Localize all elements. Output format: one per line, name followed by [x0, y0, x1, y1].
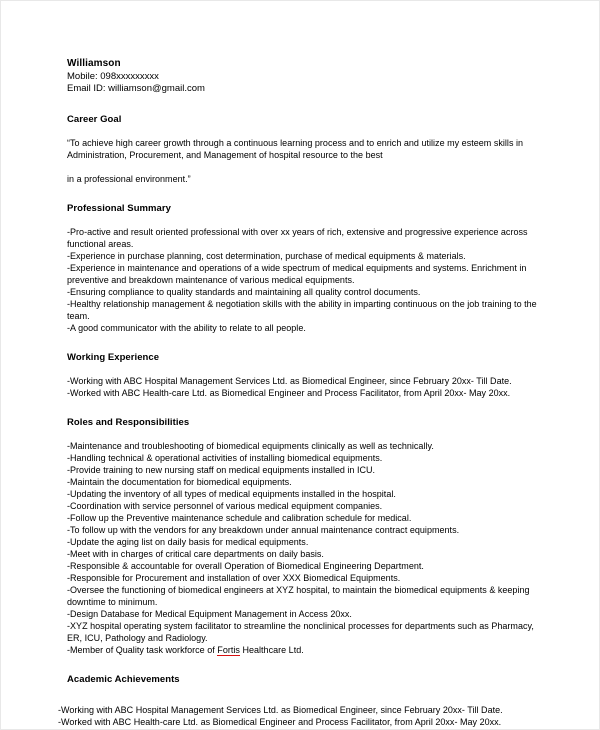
list-item: -Maintain the documentation for biomedical equipments.	[67, 476, 292, 487]
section-heading-working-experience: Working Experience	[67, 351, 160, 363]
list-item: -Responsible for Procurement and installation of over XXX Biomedical Equipments.	[67, 572, 401, 583]
resume-header	[67, 58, 539, 96]
list-item: -Healthy relationship management & negotiation skills with the ability in imparting continuous on the job training to the team.	[67, 298, 537, 321]
spacer	[67, 96, 539, 114]
list-item: -Responsible & accountable for overall Operation of Biomedical Engineering Department.	[67, 560, 424, 571]
list-item: -Meet with in charges of critical care departments on daily basis.	[67, 548, 324, 559]
spacer	[67, 656, 539, 674]
candidate-mobile: Mobile: 098xxxxxxxxx	[67, 70, 159, 82]
list-item: -Oversee the functioning of biomedical engineers at XYZ hospital, to maintain the biomedical equipments & keeping downtime to minimum.	[67, 584, 530, 607]
list-item: -Handling technical & operational activities of installing biomedical equipments.	[67, 452, 383, 463]
list-item: -Update the aging list on daily basis for medical equipments.	[67, 536, 309, 547]
list-item: -XYZ hospital operating system facilitator to streamline the nonclinical processes for departments such as Pharmacy, ER, ICU, Pathology and Radiology.	[67, 620, 534, 643]
list-item: -Updating the inventory of all types of medical equipments installed in the hospital.	[67, 488, 396, 499]
list-item: -Maintenance and troubleshooting of biomedical equipments clinically as well as technically.	[67, 440, 434, 451]
section-career-goal	[67, 114, 539, 185]
section-heading-professional-summary: Professional Summary	[67, 202, 171, 214]
list-item: -Coordination with service personnel of various medical equipment companies.	[67, 500, 383, 511]
list-item: -A good communicator with the ability to relate to all people.	[67, 322, 306, 333]
misspelled-word-fortis: Fortis	[217, 644, 240, 655]
spacer	[67, 334, 539, 352]
spacer	[67, 126, 539, 137]
spacer	[67, 215, 539, 226]
section-heading-roles-and-responsibilities: Roles and Responsibilities	[67, 416, 190, 428]
list-item: -Follow up the Preventive maintenance schedule and calibration schedule for medical.	[67, 512, 412, 523]
list-item: -Design Database for Medical Equipment Management in Access 20xx.	[67, 608, 352, 619]
section-professional-summary	[67, 203, 539, 334]
list-item-member-of-quality-task-workforce	[67, 644, 539, 656]
section-working-experience	[67, 352, 539, 399]
list-item: -Working with ABC Hospital Management Services Ltd. as Biomedical Engineer, since February 20xx- Till Date.	[67, 375, 512, 386]
list-item: -Experience in maintenance and operations of a wide spectrum of medical equipments and systems. Enrichment in preventive and breakdown maintenance of various medical equipments.	[67, 262, 527, 285]
career-goal-paragraph: “To achieve high career growth through a continuous learning process and to enrich and utilize my esteem skills in Administration, Procurement, and Management of hospital resource to the best	[67, 137, 524, 160]
spacer	[67, 185, 539, 203]
spacer	[67, 686, 539, 704]
list-item: -Worked with ABC Health-care Ltd. as Biomedical Engineer and Process Facilitator, from April 20xx- May 20xx.	[58, 716, 502, 727]
list-item-text-after-misspelled: Healthcare Ltd.	[239, 644, 304, 655]
section-heading-career-goal: Career Goal	[67, 113, 122, 125]
list-item: -Pro-active and result oriented professional with over xx years of rich, extensive and progressive experience across functional areas.	[67, 226, 528, 249]
section-heading-academic-achievements: Academic Achievements	[67, 673, 180, 685]
section-academic-achievements	[58, 673, 539, 728]
list-item: -Experience in purchase planning, cost determination, purchase of medical equipments & materials.	[67, 250, 466, 261]
list-item: -Provide training to new nursing staff on medical equipments installed in ICU.	[67, 464, 376, 475]
career-goal-closing: in a professional environment.”	[67, 173, 191, 184]
candidate-name: Williamson	[67, 58, 121, 69]
spacer	[67, 161, 539, 173]
list-item: -Worked with ABC Health-care Ltd. as Biomedical Engineer and Process Facilitator, from April 20xx- May 20xx.	[67, 387, 511, 398]
section-roles-and-responsibilities	[67, 417, 539, 656]
list-item: -To follow up with the vendors for any breakdown under annual maintenance contract equipments.	[67, 524, 460, 535]
list-item: -Working with ABC Hospital Management Services Ltd. as Biomedical Engineer, since February 20xx- Till Date.	[58, 704, 503, 715]
list-item-text-before-misspelled: -Member of Quality task workforce of	[67, 644, 218, 655]
candidate-email: Email ID: williamson@gmail.com	[67, 83, 205, 94]
resume-document-body	[58, 58, 539, 728]
list-item: -Ensuring compliance to quality standards and maintaining all quality control documents.	[67, 286, 421, 297]
spacer	[67, 399, 539, 417]
spacer	[67, 364, 539, 375]
spacer	[67, 429, 539, 440]
